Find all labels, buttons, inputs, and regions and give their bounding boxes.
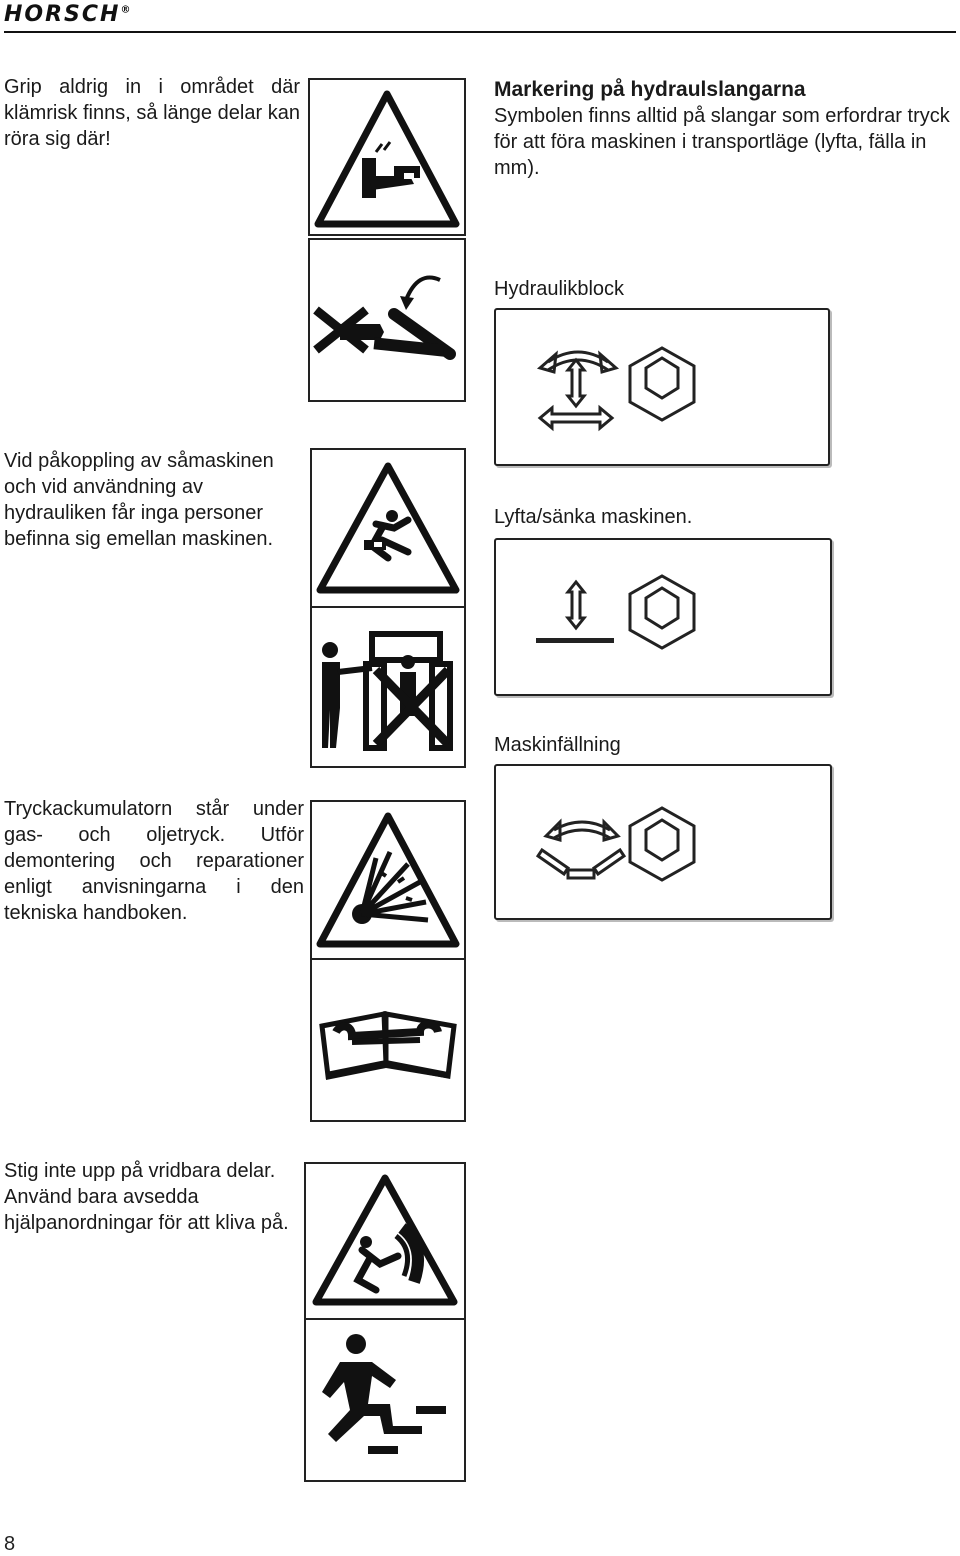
hydraulic-hose-icon <box>310 240 464 400</box>
rotating-parts-icon <box>306 1164 464 1320</box>
fold-panel <box>494 764 832 920</box>
hose-pressure-sign <box>308 238 466 402</box>
hydraulic-block-label: Hydraulikblock <box>494 278 625 300</box>
lift-symbols <box>496 540 830 694</box>
coupling-warning-text: Vid påkoppling av såmaskinen och vid användning av hydrauliken får inga personer befinna sig emellan maskinen. <box>4 450 274 550</box>
page-number: 8 <box>4 1533 16 1555</box>
no-climbing-sign <box>304 1318 466 1482</box>
manual-sign <box>310 958 466 1122</box>
climbing-person-icon <box>306 1320 464 1480</box>
horsch-logo: HORSCH® <box>4 2 131 27</box>
header-rule <box>4 31 956 33</box>
explosion-warning-sign <box>310 800 466 962</box>
lift-label: Lyfta/sänka maskinen. <box>494 506 693 528</box>
pinch-warning-sign <box>308 78 466 236</box>
explosion-icon <box>312 802 464 960</box>
rotating-parts-sign <box>304 1162 466 1322</box>
tractor-person-icon <box>312 608 464 766</box>
crush-person-icon <box>312 450 464 608</box>
accumulator-warning-text: Tryckackumulatorn står under gas- och oljetryck. Utför demontering och reparationer enligt anvisningarna i den tekniska handboken. <box>4 798 304 924</box>
pinch-warning-text: Grip aldrig in i området där klämrisk finns, så länge delar kan röra sig där! <box>4 76 300 150</box>
manual-book-icon <box>312 960 464 1120</box>
hydraulics-text: Symbolen finns alltid på slangar som erfordrar tryck för att föra maskinen i transportläge (lyfta, fälla in mm). <box>494 105 950 179</box>
lift-panel <box>494 538 832 696</box>
climb-warning-text: Stig inte upp på vridbara delar. Använd bara avsedda hjälpanordningar för att kliva på. <box>4 1160 289 1234</box>
no-person-between-sign <box>310 606 466 768</box>
hydraulic-block-symbols <box>496 310 828 464</box>
hydraulics-heading: Markering på hydraulslangarna <box>494 78 806 101</box>
crush-zone-sign <box>310 448 466 610</box>
fold-label: Maskinfällning <box>494 734 621 756</box>
fold-symbols <box>496 766 830 918</box>
hydraulic-block-panel <box>494 308 830 466</box>
crush-hand-icon <box>310 80 464 234</box>
